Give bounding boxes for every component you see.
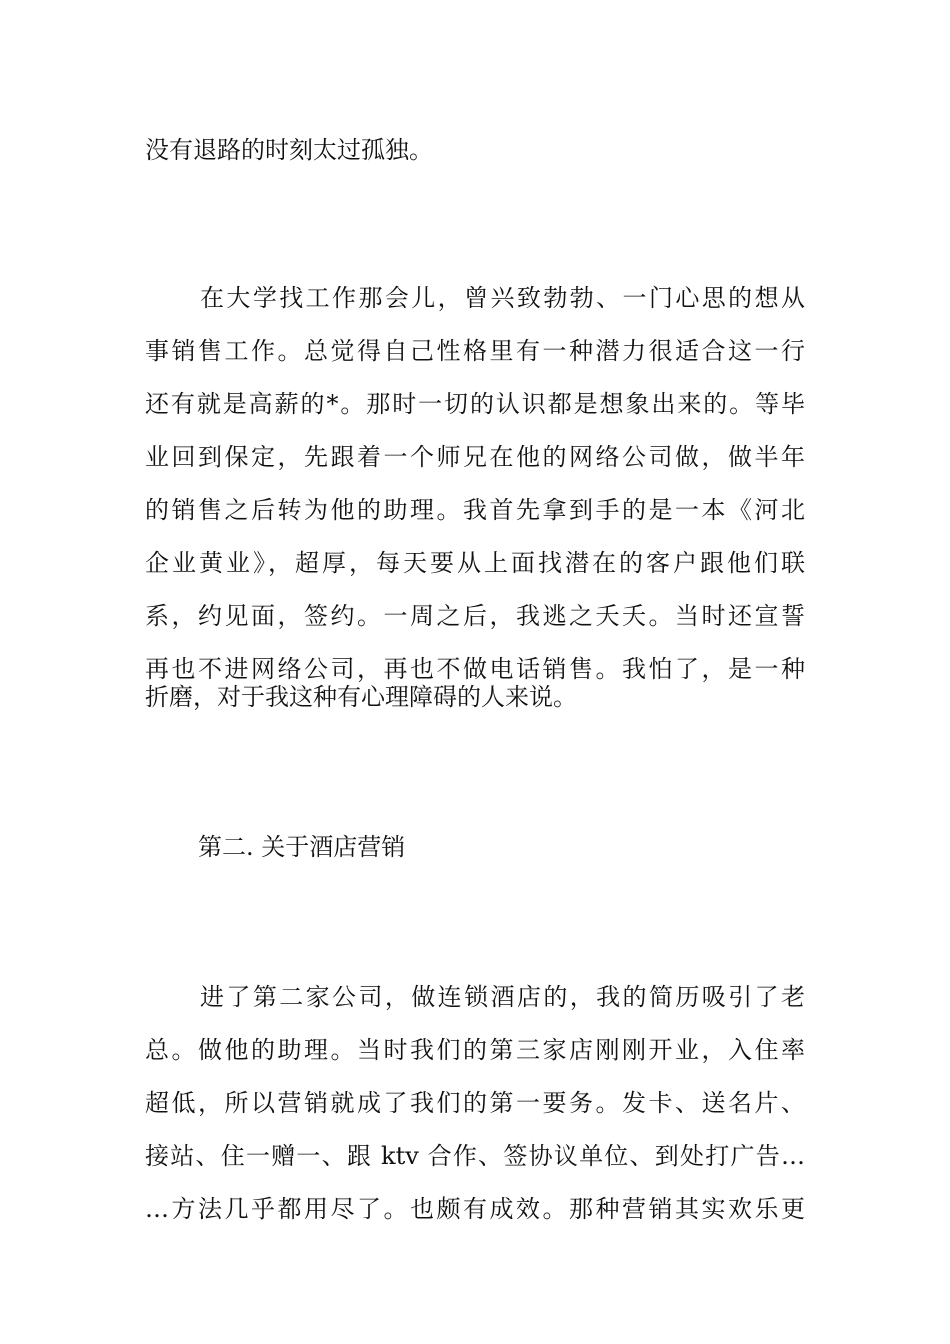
- paragraph-line: …方法几乎都用尽了。也颇有成效。那种营销其实欢乐更: [145, 1195, 805, 1223]
- paragraph-line: 再也不进网络公司，再也不做电话销售。我怕了，是一种: [145, 655, 805, 683]
- paragraph-line: 系，约见面，签约。一周之后，我逃之夭夭。当时还宣誓: [145, 602, 805, 630]
- paragraph-line: 超低，所以营销就成了我们的第一要务。发卡、送名片、: [145, 1089, 805, 1117]
- paragraph-line: 事销售工作。总觉得自己性格里有一种潜力很适合这一行: [145, 337, 805, 365]
- paragraph-line: 折磨，对于我这种有心理障碍的人来说。: [145, 683, 577, 711]
- paragraph-line: 企业黄业》，超厚，每天要从上面找潜在的客户跟他们联: [145, 549, 805, 577]
- paragraph-line: 业回到保定，先跟着一个师兄在他的网络公司做，做半年: [145, 443, 805, 471]
- paragraph-line: 进了第二家公司，做连锁酒店的，我的简历吸引了老: [200, 983, 805, 1011]
- paragraph-line: 总。做他的助理。当时我们的第三家店刚刚开业，入住率: [145, 1036, 805, 1064]
- paragraph-line: 还有就是高薪的*。那时一切的认识都是想象出来的。等毕: [145, 390, 805, 418]
- paragraph-line: 没有退路的时刻太过孤独。: [145, 136, 433, 164]
- section-heading: 第二. 关于酒店营销: [198, 833, 406, 861]
- paragraph-line: 在大学找工作那会儿，曾兴致勃勃、一门心思的想从: [200, 284, 805, 312]
- paragraph-line: 接站、住一赠一、跟 ktv 合作、签协议单位、到处打广告…: [145, 1142, 805, 1170]
- paragraph-line: 的销售之后转为他的助理。我首先拿到手的是一本《河北: [145, 496, 805, 524]
